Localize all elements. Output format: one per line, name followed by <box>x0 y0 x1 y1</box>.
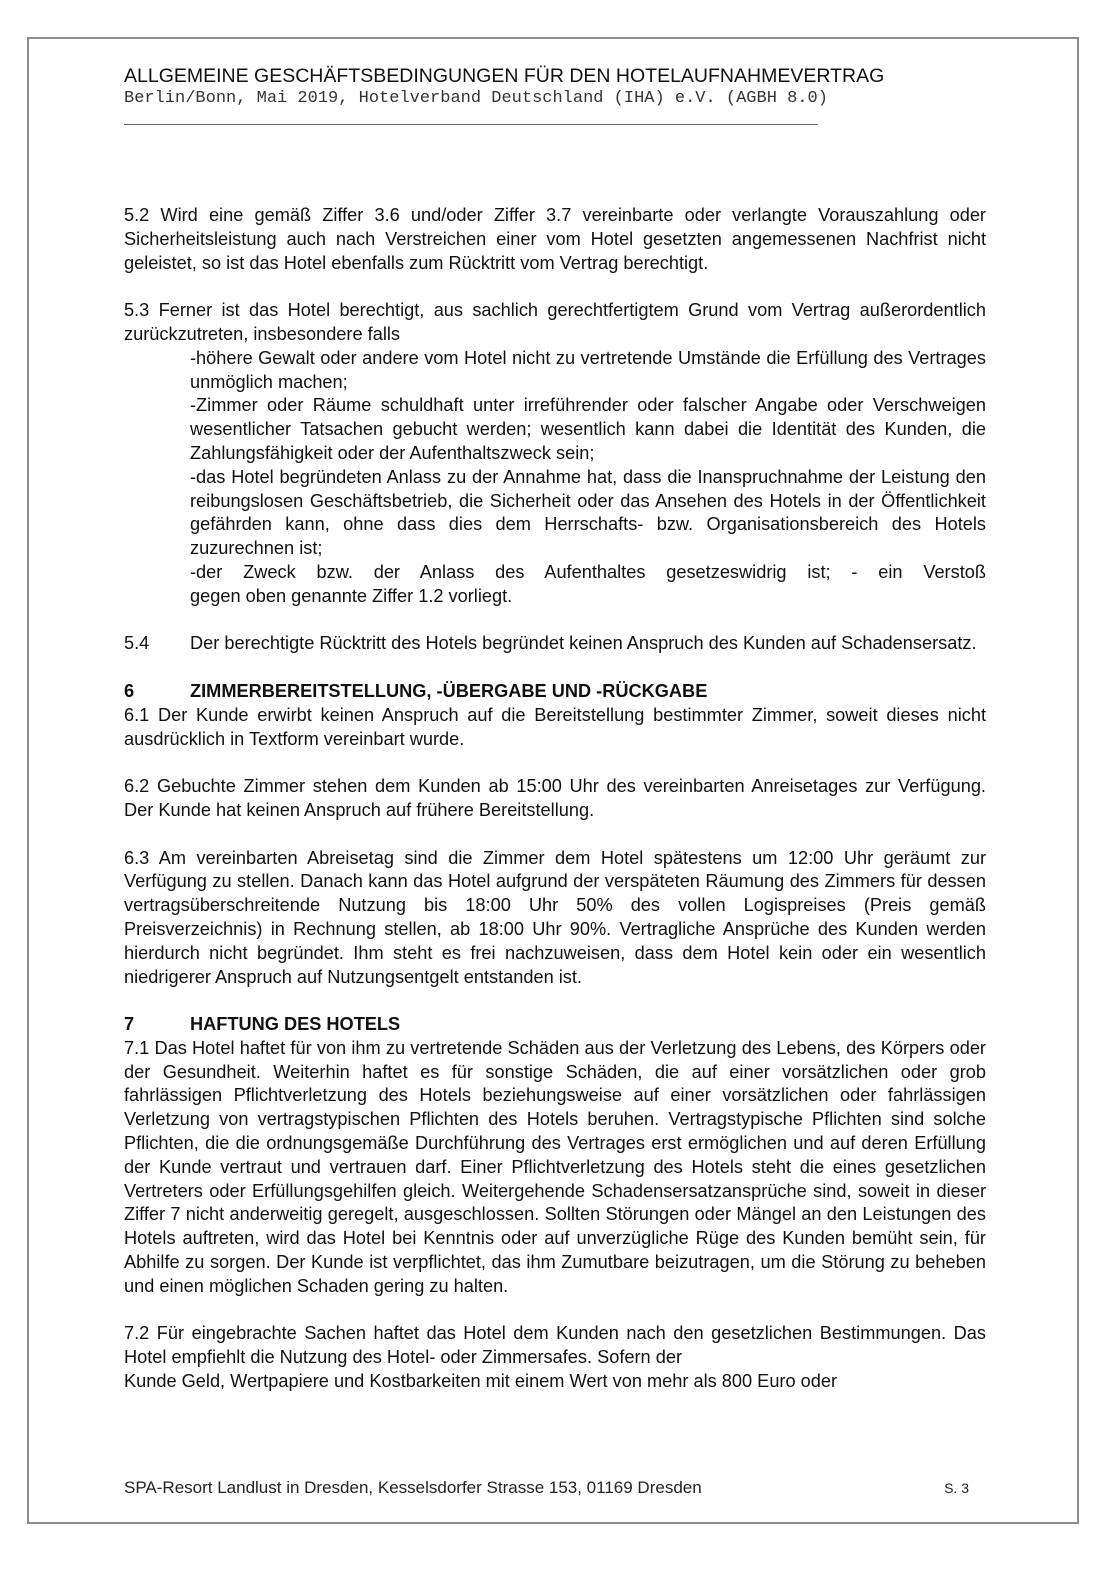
header-rule: ____________________________________________________________________ <box>124 110 818 129</box>
paragraph-5-3: 5.3 Ferner ist das Hotel berechtigt, aus sachlich gerechtfertigtem Grund vom Vertrag außerordentlich zurückzutreten, insbesondere falls <box>124 300 986 344</box>
section-heading-7 <box>124 1013 986 1037</box>
paragraph-6-2: 6.2 Gebuchte Zimmer stehen dem Kunden ab 15:00 Uhr des vereinbarten Anreisetages zur Verfügung. Der Kunde hat keinen Anspruch auf frühere Bereitstellung. <box>124 776 986 820</box>
section-title: HAFTUNG DES HOTELS <box>190 1014 401 1035</box>
list-item: -der Zweck bzw. der Anlass des Aufenthaltes gesetzeswidrig ist; - ein Verstoß <box>190 561 986 582</box>
list-item: gegen oben genannte Ziffer 1.2 vorliegt. <box>190 585 513 606</box>
document-header <box>124 64 986 130</box>
list-item: -Zimmer oder Räume schuldhaft unter irreführender oder falscher Angabe oder Verschweigen wesentlicher Tatsachen gebucht werden; wesentlich kann dabei die Identität des Kunden, die Zahlungsfähigkeit oder der Aufenthaltszweck sein; <box>190 395 986 463</box>
paragraph-6-3: 6.3 Am vereinbarten Abreisetag sind die Zimmer dem Hotel spätestens um 12:00 Uhr geräumt zur Verfügung zu stellen. Danach kann das Hotel aufgrund der verspäteten Räumung des Zimmers für dessen vertragsüberschreitende Nutzung bis 18:00 Uhr 50% des vollen Logispreises (Preis gemäß Preisverzeichnis) in Rechnung stellen, ab 18:00 Uhr 90%. Vertragliche Ansprüche des Kunden werden hierdurch nicht begründet. Ihm steht es frei nachzuweisen, dass dem Hotel kein oder ein wesentlich niedrigerer Anspruch auf Nutzungsentgelt entstanden ist. <box>124 847 986 987</box>
paragraph-5-2: 5.2 Wird eine gemäß Ziffer 3.6 und/oder Ziffer 3.7 vereinbarte oder verlangte Vorauszahlung oder Sicherheitsleistung auch nach Verstreichen einer vom Hotel gesetzten angemessenen Nachfrist nicht geleistet, so ist das Hotel ebenfalls zum Rücktritt vom Vertrag berechtigt. <box>124 205 986 273</box>
section-number: 6 <box>124 680 135 701</box>
paragraph-number: 5.4 <box>124 633 150 654</box>
section-heading-6 <box>124 680 986 704</box>
page-footer <box>124 1478 969 1504</box>
list-5-3 <box>190 347 986 609</box>
paragraph-5-4 <box>124 632 986 656</box>
page-number: S. 3 <box>944 1480 969 1496</box>
paragraph-7-2-continued: Kunde Geld, Wertpapiere und Kostbarkeiten mit einem Wert von mehr als 800 Euro oder <box>124 1371 838 1392</box>
section-number: 7 <box>124 1014 135 1035</box>
paragraph-7-2: 7.2 Für eingebrachte Sachen haftet das Hotel dem Kunden nach den gesetzlichen Bestimmungen. Das Hotel empfiehlt die Nutzung des Hotel- oder Zimmersafes. Sofern der <box>124 1323 986 1368</box>
list-item: -das Hotel begründeten Anlass zu der Annahme hat, dass die Inanspruchnahme der Leistung den reibungslosen Geschäftsbetrieb, die Sicherheit oder das Ansehen des Hotels in der Öffentlichkeit gefährden kann, ohne dass dies dem Herrschafts- bzw. Organisationsbereich des Hotels zuzurechnen ist; <box>190 466 986 559</box>
document-body <box>124 204 986 1394</box>
section-title: ZIMMERBEREITSTELLUNG, -ÜBERGABE UND -RÜCKGABE <box>190 680 708 701</box>
paragraph-text: Der berechtigte Rücktritt des Hotels begründet keinen Anspruch des Kunden auf Schadensersatz. <box>190 633 977 654</box>
paragraph-6-1: 6.1 Der Kunde erwirbt keinen Anspruch auf die Bereitstellung bestimmter Zimmer, soweit dieses nicht ausdrücklich in Textform vereinbart wurde. <box>124 704 986 749</box>
header-title: ALLGEMEINE GESCHÄFTSBEDINGUNGEN FÜR DEN HOTELAUFNAHMEVERTRAG <box>124 65 885 87</box>
header-subtitle: Berlin/Bonn, Mai 2019, Hotelverband Deutschland (IHA) e.V. (AGBH 8.0) <box>124 89 828 108</box>
paragraph-7-1: 7.1 Das Hotel haftet für von ihm zu vertretende Schäden aus der Verletzung des Lebens, des Körpers oder der Gesundheit. Weiterhin haftet es für sonstige Schäden, die auf einer vorsätzlichen oder grob fahrlässigen Pflichtverletzung des Hotels beziehungsweise auf einer vorsätzlichen oder fahrlässigen Verletzung von vertragstypischen Pflichten des Hotels beruhen. Vertragstypische Pflichten sind solche Pflichten, die die ordnungsgemäße Durchführung des Vertrages erst ermöglichen und auf deren Erfüllung der Kunde vertraut und vertrauen darf. Einer Pflichtverletzung des Hotels steht die eines gesetzlichen Vertreters oder Erfüllungsgehilfen gleich. Weitergehende Schadensersatzansprüche sind, soweit in dieser Ziffer 7 nicht anderweitig geregelt, ausgeschlossen. Sollten Störungen oder Mängel an den Leistungen des Hotels auftreten, wird das Hotel bei Kenntnis oder auf unverzügliche Rüge des Kunden bemüht sein, für Abhilfe zu sorgen. Der Kunde ist verpflichtet, das ihm Zumutbare beizutragen, um die Störung zu beheben und einen möglichen Schaden gering zu halten. <box>124 1037 986 1296</box>
footer-address: SPA-Resort Landlust in Dresden, Kesselsdorfer Strasse 153, 01169 Dresden <box>124 1478 702 1497</box>
list-item: -höhere Gewalt oder andere vom Hotel nicht zu vertretende Umstände die Erfüllung des Vertrages unmöglich machen; <box>190 347 986 392</box>
